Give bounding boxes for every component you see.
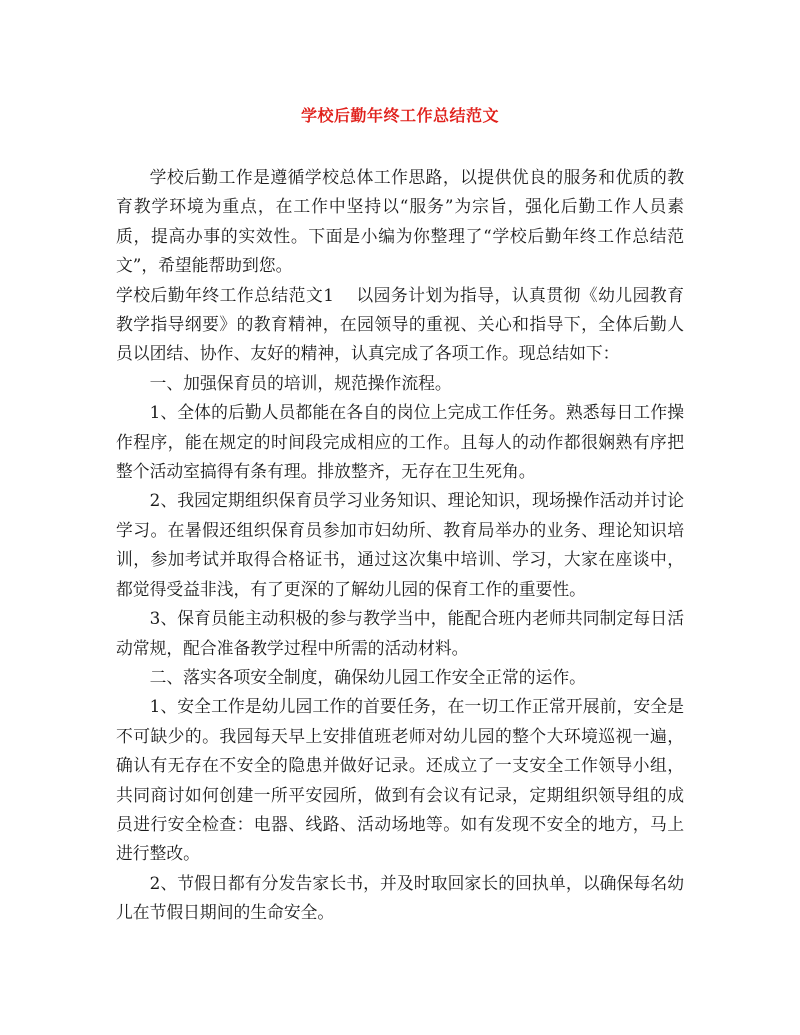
intro-paragraph: 学校后勤工作是遵循学校总体工作思路，以提供优良的服务和优质的教育教学环境为重点，在工作中坚持以“服务”为宗旨，强化后勤工作人员素质，提高办事的实效性。下面是小编为你整理了“学校后勤年终工作总结范文”，希望能帮助到您。: [116, 167, 684, 276]
body-paragraph: 2、节假日都有分发告家长书，并及时取回家长的回执单，以确保每名幼儿在节假日期间的生命安全。: [116, 872, 684, 923]
section-heading-1: 一、加强保育员的培训，规范操作流程。: [149, 372, 452, 393]
body-paragraph: 1、全体的后勤人员都能在各自的岗位上完成工作任务。熟悉每日工作操作程序，能在规定的时间段完成相应的工作。且每人的动作都很娴熟有序把整个活动室搞得有条有理。排放整齐，无存在卫生死角。: [116, 402, 684, 482]
document-body: [116, 163, 684, 928]
sample-heading: 学校后勤年终工作总结范文1: [116, 284, 334, 305]
body-paragraph: 2、我园定期组织保育员学习业务知识、理论知识，现场操作活动并讨论学习。在暑假还组织保育员参加市妇幼所、教育局举办的业务、理论知识培训，参加考试并取得合格证书，通过这次集中培训、学习，大家在座谈中，都觉得受益非浅，有了更深的了解幼儿园的保育工作的重要性。: [116, 490, 684, 599]
section-heading-2: 二、落实各项安全制度，确保幼儿园工作安全正常的运作。: [149, 666, 586, 687]
body-paragraph: 3、保育员能主动积极的参与教学当中，能配合班内老师共同制定每日活动常规，配合准备教学过程中所需的活动材料。: [116, 608, 684, 658]
body-paragraph: 1、安全工作是幼儿园工作的首要任务，在一切工作正常开展前，安全是不可缺少的。我园每天早上安排值班老师对幼儿园的整个大环境巡视一遍，确认有无存在不安全的隐患并做好记录。还成立了一支安全工作领导小组，共同商讨如何创建一所平安园所，做到有会议有记录，定期组织领导组的成员进行安全检查：电器、线路、活动场地等。如有发现不安全的地方，马上进行整改。: [116, 696, 684, 864]
document-title: 学校后勤年终工作总结范文: [300, 106, 499, 125]
sample-intro-paragraph: [116, 281, 684, 369]
sample-intro-text: 以园务计划为指导，认真贯彻《幼儿园教育教学指导纲要》的教育精神，在园领导的重视、关心和指导下，全体后勤人员以团结、协作、友好的精神，认真完成了各项工作。现总结如下：: [116, 284, 684, 364]
